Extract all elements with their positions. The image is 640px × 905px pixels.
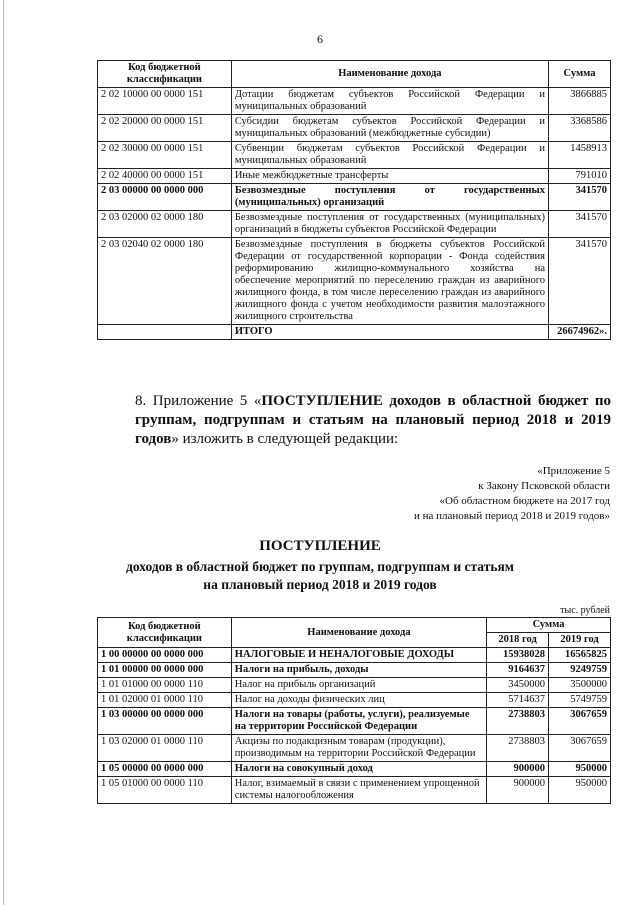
total-code-empty bbox=[98, 325, 232, 340]
table-row bbox=[98, 735, 611, 762]
total-sum: 26674962». bbox=[549, 325, 611, 340]
row-sum: 3866885 bbox=[549, 88, 611, 115]
heading-line-2: доходов в областной бюджет по группам, подгруппам и статьям bbox=[126, 559, 514, 574]
appendix-line-3: «Об областном бюджете на 2017 год bbox=[439, 495, 610, 507]
table-row bbox=[98, 115, 611, 142]
paragraph-prefix: 8. Приложение 5 « bbox=[135, 393, 262, 409]
table-row bbox=[98, 708, 611, 735]
row-code: 1 03 00000 00 0000 000 bbox=[98, 708, 232, 735]
row-name: Безвозмездные поступления в бюджеты субъектов Российской Федерации от государственной корпорации - Фонда содействия реформированию жилищно-коммунального хозяйства на обеспечение мероприятий по переселению граждан из аварийного жилищного фонда, в том числе переселению граждан из аварийного жилищного фонда с учетом необходимости развития малоэтажного жилищного строительства bbox=[231, 238, 548, 325]
row-code: 1 00 00000 00 0000 000 bbox=[98, 648, 232, 663]
t2-header-name: Наименование дохода bbox=[231, 618, 486, 648]
header-name: Наименование дохода bbox=[231, 61, 548, 88]
row-code: 2 02 40000 00 0000 151 bbox=[98, 169, 232, 184]
row-name: Налог на прибыль организаций bbox=[231, 678, 486, 693]
table-row bbox=[98, 663, 611, 678]
row-code: 2 02 10000 00 0000 151 bbox=[98, 88, 232, 115]
row-2019: 3500000 bbox=[549, 678, 611, 693]
row-code: 1 05 01000 00 0000 110 bbox=[98, 777, 232, 804]
row-2019: 3067659 bbox=[549, 708, 611, 735]
appendix-line-4: и на плановый период 2018 и 2019 годов» bbox=[413, 510, 610, 522]
table-row bbox=[98, 142, 611, 169]
row-2018: 5714637 bbox=[487, 693, 549, 708]
row-2019: 16565825 bbox=[549, 648, 611, 663]
paragraph-suffix: » изложить в следующей редакции: bbox=[171, 431, 399, 447]
row-name: Налог на доходы физических лиц bbox=[231, 693, 486, 708]
row-2018: 9164637 bbox=[487, 663, 549, 678]
row-2018: 900000 bbox=[487, 777, 549, 804]
row-name: Субсидии бюджетам субъектов Российской Федерации и муниципальных образований (межбюджетные субсидии) bbox=[231, 115, 548, 142]
t2-header-sum: Сумма bbox=[487, 618, 611, 633]
units-label: тыс. рублей bbox=[560, 605, 610, 616]
paragraph-bold: ПОСТУПЛЕНИЕ доходов в областной бюджет по группам, подгруппам и статьям на плановый период 2018 и 2019 годов bbox=[135, 393, 611, 447]
header-code: Код бюджетной классификации bbox=[98, 61, 232, 88]
table-row bbox=[98, 184, 611, 211]
row-2018: 3450000 bbox=[487, 678, 549, 693]
appendix-note bbox=[414, 464, 610, 524]
row-name: Безвозмездные поступления от государственных (муниципальных) организаций bbox=[231, 184, 548, 211]
row-code: 2 02 30000 00 0000 151 bbox=[98, 142, 232, 169]
row-code: 2 03 02040 02 0000 180 bbox=[98, 238, 232, 325]
row-code: 1 05 00000 00 0000 000 bbox=[98, 762, 232, 777]
table-row bbox=[98, 678, 611, 693]
heading-line-3: на плановый период 2018 и 2019 годов bbox=[203, 577, 437, 592]
table-row bbox=[98, 762, 611, 777]
row-name: Налоги на прибыль, доходы bbox=[231, 663, 486, 678]
total-label: ИТОГО bbox=[231, 325, 548, 340]
row-2019: 3067659 bbox=[549, 735, 611, 762]
row-name: Иные межбюджетные трансферты bbox=[231, 169, 548, 184]
table-row bbox=[98, 169, 611, 184]
page-number: 6 bbox=[317, 32, 323, 46]
table-row bbox=[98, 648, 611, 663]
row-code: 1 03 02000 01 0000 110 bbox=[98, 735, 232, 762]
row-name: НАЛОГОВЫЕ И НЕНАЛОГОВЫЕ ДОХОДЫ bbox=[231, 648, 486, 663]
row-code: 1 01 01000 00 0000 110 bbox=[98, 678, 232, 693]
table-row bbox=[98, 693, 611, 708]
table-row bbox=[98, 777, 611, 804]
table-row bbox=[98, 88, 611, 115]
row-2019: 9249759 bbox=[549, 663, 611, 678]
revenue-table-part1 bbox=[97, 60, 611, 340]
heading-sub bbox=[0, 558, 640, 594]
table-row bbox=[98, 211, 611, 238]
row-name: Дотации бюджетам субъектов Российской Федерации и муниципальных образований bbox=[231, 88, 548, 115]
row-2019: 950000 bbox=[549, 777, 611, 804]
row-2018: 2738803 bbox=[487, 735, 549, 762]
t2-header-code: Код бюджетной классификации bbox=[98, 618, 232, 648]
row-name: Налог, взимаемый в связи с применением упрощенной системы налогообложения bbox=[231, 777, 486, 804]
row-name: Безвозмездные поступления от государственных (муниципальных) организаций в бюджеты субъектов Российской Федерации bbox=[231, 211, 548, 238]
row-sum: 341570 bbox=[549, 238, 611, 325]
appendix-line-1: «Приложение 5 bbox=[537, 465, 610, 477]
header-sum: Сумма bbox=[549, 61, 611, 88]
heading-main: ПОСТУПЛЕНИЕ bbox=[259, 538, 381, 554]
appendix-line-2: к Закону Псковской области bbox=[478, 480, 610, 492]
row-name: Налоги на совокупный доход bbox=[231, 762, 486, 777]
row-sum: 3368586 bbox=[549, 115, 611, 142]
row-code: 1 01 00000 00 0000 000 bbox=[98, 663, 232, 678]
scan-edge bbox=[3, 0, 4, 905]
row-sum: 1458913 bbox=[549, 142, 611, 169]
row-name: Субвенции бюджетам субъектов Российской Федерации и муниципальных образований bbox=[231, 142, 548, 169]
amendment-paragraph bbox=[97, 392, 611, 449]
table-row bbox=[98, 238, 611, 325]
row-code: 2 02 20000 00 0000 151 bbox=[98, 115, 232, 142]
row-sum: 341570 bbox=[549, 211, 611, 238]
row-2018: 15938028 bbox=[487, 648, 549, 663]
revenue-table-part2 bbox=[97, 617, 611, 804]
row-name: Акцизы по подакцизным товарам (продукции), производимым на территории Российской Федерации bbox=[231, 735, 486, 762]
row-2019: 5749759 bbox=[549, 693, 611, 708]
row-code: 2 03 02000 02 0000 180 bbox=[98, 211, 232, 238]
row-sum: 341570 bbox=[549, 184, 611, 211]
t2-header-2019: 2019 год bbox=[549, 633, 611, 648]
row-code: 2 03 00000 00 0000 000 bbox=[98, 184, 232, 211]
t2-header-2018: 2018 год bbox=[487, 633, 549, 648]
row-2019: 950000 bbox=[549, 762, 611, 777]
total-row bbox=[98, 325, 611, 340]
row-code: 1 01 02000 01 0000 110 bbox=[98, 693, 232, 708]
row-sum: 791010 bbox=[549, 169, 611, 184]
row-2018: 900000 bbox=[487, 762, 549, 777]
row-name: Налоги на товары (работы, услуги), реализуемые на территории Российской Федерации bbox=[231, 708, 486, 735]
row-2018: 2738803 bbox=[487, 708, 549, 735]
